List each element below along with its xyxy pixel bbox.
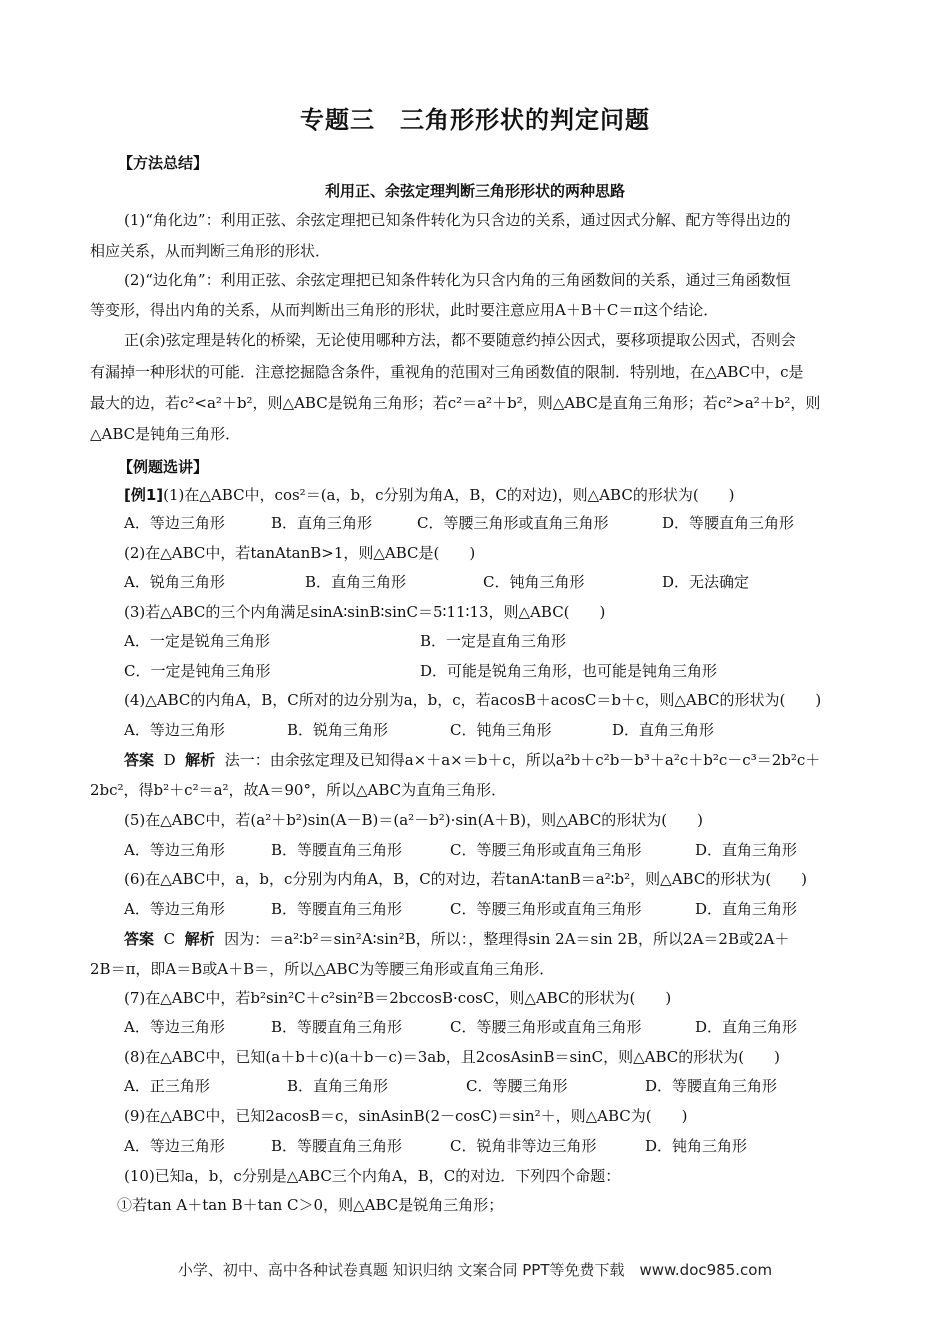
q8-option-b[interactable]: B．直角三角形 xyxy=(287,1077,389,1095)
q9-option-d[interactable]: D．钝角三角形 xyxy=(645,1137,748,1155)
question-9: (9)在△ABC中，已知2acosB＝c，sinAsinB(2－cosC)＝sin²＋，则△ABC为( ) xyxy=(124,1107,688,1125)
question-1 xyxy=(124,485,735,505)
q3-option-d[interactable]: D．可能是锐角三角形，也可能是钝角三角形 xyxy=(420,662,718,680)
answer-value: C xyxy=(163,930,176,948)
q6-analysis-line2: 2B＝π，即A＝B或A＋B＝，所以△ABC为等腰三角形或直角三角形． xyxy=(90,960,555,978)
example-label: [例1] xyxy=(124,486,164,504)
q4-analysis-line2: 2bc²，得b²＋c²＝a²，故A＝90°，所以△ABC为直角三角形． xyxy=(90,781,507,799)
method-p2-line1: (2)“边化角”：利用正弦、余弦定理把已知条件转化为只含内角的三角函数间的关系，通过三角函数恒 xyxy=(124,271,791,289)
section-heading-examples: 【例题选讲】 xyxy=(118,458,209,476)
section-heading-method: 【方法总结】 xyxy=(118,154,209,172)
q6-option-a[interactable]: A．等边三角形 xyxy=(124,900,225,918)
q3-option-a[interactable]: A．一定是锐角三角形 xyxy=(124,632,270,650)
q4-option-c[interactable]: C．钝角三角形 xyxy=(450,721,552,739)
question-2: (2)在△ABC中，若tanAtanB>1，则△ABC是( ) xyxy=(124,544,476,562)
q6-answer-line xyxy=(124,929,789,949)
analysis-text: 法一：由余弦定理及已知得a×＋a×＝b＋c，所以a²b＋c²b－b³＋a²c＋b²c－c³＝2b²c＋ xyxy=(224,751,821,769)
q8-option-d[interactable]: D．等腰直角三角形 xyxy=(645,1077,778,1095)
method-p3-line2: 有漏掉一种形状的可能．注意挖掘隐含条件，重视角的范围对三角函数值的限制．特别地，在△ABC中，c是 xyxy=(90,363,804,381)
question-3: (3)若△ABC的三个内角满足sinA∶sinB∶sinC＝5∶11∶13，则△ABC( ) xyxy=(124,603,606,621)
q7-option-c[interactable]: C．等腰三角形或直角三角形 xyxy=(450,1018,642,1036)
q9-option-c[interactable]: C．锐角非等边三角形 xyxy=(450,1137,597,1155)
q4-option-d[interactable]: D．直角三角形 xyxy=(612,721,715,739)
q6-option-d[interactable]: D．直角三角形 xyxy=(695,900,798,918)
q2-option-b[interactable]: B．直角三角形 xyxy=(305,573,407,591)
q6-option-b[interactable]: B．等腰直角三角形 xyxy=(271,900,403,918)
question-5: (5)在△ABC中，若(a²＋b²)sin(A－B)＝(a²－b²)·sin(A＋B)，则△ABC的形状为( ) xyxy=(124,811,703,829)
question-8: (8)在△ABC中，已知(a＋b＋c)(a＋b－c)＝3ab，且2cosAsinB＝sinC，则△ABC的形状为( ) xyxy=(124,1048,780,1066)
q10-statement-1: ①若tan A＋tan B＋tan C＞0，则△ABC是锐角三角形； xyxy=(117,1196,504,1214)
q5-option-b[interactable]: B．等腰直角三角形 xyxy=(271,841,403,859)
q4-answer-line xyxy=(124,750,820,770)
q7-option-b[interactable]: B．等腰直角三角形 xyxy=(271,1018,403,1036)
method-p1-line1: (1)“角化边”：利用正弦、余弦定理把已知条件转化为只含边的关系，通过因式分解、配方等得出边的 xyxy=(124,211,791,229)
method-p3-line4: △ABC是钝角三角形． xyxy=(90,425,241,443)
q2-option-a[interactable]: A．锐角三角形 xyxy=(124,573,225,591)
answer-label: 答案 xyxy=(124,930,155,948)
method-p1-line2: 相应关系，从而判断三角形的形状． xyxy=(90,242,331,260)
method-p3-line3: 最大的边，若c²<a²＋b²，则△ABC是锐角三角形；若c²＝a²＋b²，则△ABC是直角三角形；若c²>a²＋b²，则 xyxy=(90,394,821,412)
question-7: (7)在△ABC中，若b²sin²C＋c²sin²B＝2bccosB·cosC，则△ABC的形状为( ) xyxy=(124,989,672,1007)
method-p3-line1: 正(余)弦定理是转化的桥梁，无论使用哪种方法，都不要随意约掉公因式，要移项提取公因式，否则会 xyxy=(124,331,796,349)
q6-option-c[interactable]: C．等腰三角形或直角三角形 xyxy=(450,900,642,918)
question-10: (10)已知a，b，c分别是△ABC三个内角A，B，C的对边．下列四个命题： xyxy=(124,1167,621,1185)
analysis-label: 解析 xyxy=(185,751,216,769)
method-p2-line2: 等变形，得出内角的关系，从而判断出三角形的形状，此时要注意应用A＋B＋C＝π这个结论． xyxy=(90,301,719,319)
analysis-label: 解析 xyxy=(184,930,215,948)
answer-value: D xyxy=(163,751,176,769)
q3-option-b[interactable]: B．一定是直角三角形 xyxy=(420,632,567,650)
q4-option-b[interactable]: B．锐角三角形 xyxy=(287,721,389,739)
question-4: (4)△ABC的内角A，B，C所对的边分别为a，b，c，若acosB＋acosC＝b＋c，则△ABC的形状为( ) xyxy=(124,691,822,709)
q8-option-c[interactable]: C．等腰三角形 xyxy=(466,1077,568,1095)
analysis-text: 因为：＝a²∶b²＝sin²A∶sin²B，所以：，整理得sin 2A＝sin 2B，所以2A＝2B或2A＋ xyxy=(224,930,790,948)
question-1-text: (1)在△ABC中，cos²＝(a，b，c分别为角A，B，C的对边)，则△ABC的形状为( ) xyxy=(163,486,735,504)
q2-option-c[interactable]: C．钝角三角形 xyxy=(483,573,585,591)
answer-label: 答案 xyxy=(124,751,155,769)
q1-option-d[interactable]: D．等腰直角三角形 xyxy=(662,514,795,532)
q1-option-c[interactable]: C．等腰三角形或直角三角形 xyxy=(417,514,609,532)
q7-option-d[interactable]: D．直角三角形 xyxy=(695,1018,798,1036)
q1-option-b[interactable]: B．直角三角形 xyxy=(271,514,373,532)
q4-option-a[interactable]: A．等边三角形 xyxy=(124,721,225,739)
q7-option-a[interactable]: A．等边三角形 xyxy=(124,1018,225,1036)
q8-option-a[interactable]: A．正三角形 xyxy=(124,1077,210,1095)
q5-option-a[interactable]: A．等边三角形 xyxy=(124,841,225,859)
q1-option-a[interactable]: A．等边三角形 xyxy=(124,514,225,532)
method-subtitle: 利用正、余弦定理判断三角形形状的两种思路 xyxy=(324,182,625,200)
question-6: (6)在△ABC中，a，b，c分别为内角A，B，C的对边，若tanA∶tanB＝a²∶b²，则△ABC的形状为( ) xyxy=(124,870,808,888)
page-footer: 小学、初中、高中各种试卷真题 知识归纳 文案合同 PPT等免费下载 www.doc985.com xyxy=(177,1261,773,1279)
q5-option-d[interactable]: D．直角三角形 xyxy=(695,841,798,859)
q2-option-d[interactable]: D．无法确定 xyxy=(662,573,750,591)
q9-option-a[interactable]: A．等边三角形 xyxy=(124,1137,225,1155)
q5-option-c[interactable]: C．等腰三角形或直角三角形 xyxy=(450,841,642,859)
q3-option-c[interactable]: C．一定是钝角三角形 xyxy=(124,662,271,680)
page-title: 专题三 三角形形状的判定问题 xyxy=(300,106,650,134)
q9-option-b[interactable]: B．等腰直角三角形 xyxy=(271,1137,403,1155)
